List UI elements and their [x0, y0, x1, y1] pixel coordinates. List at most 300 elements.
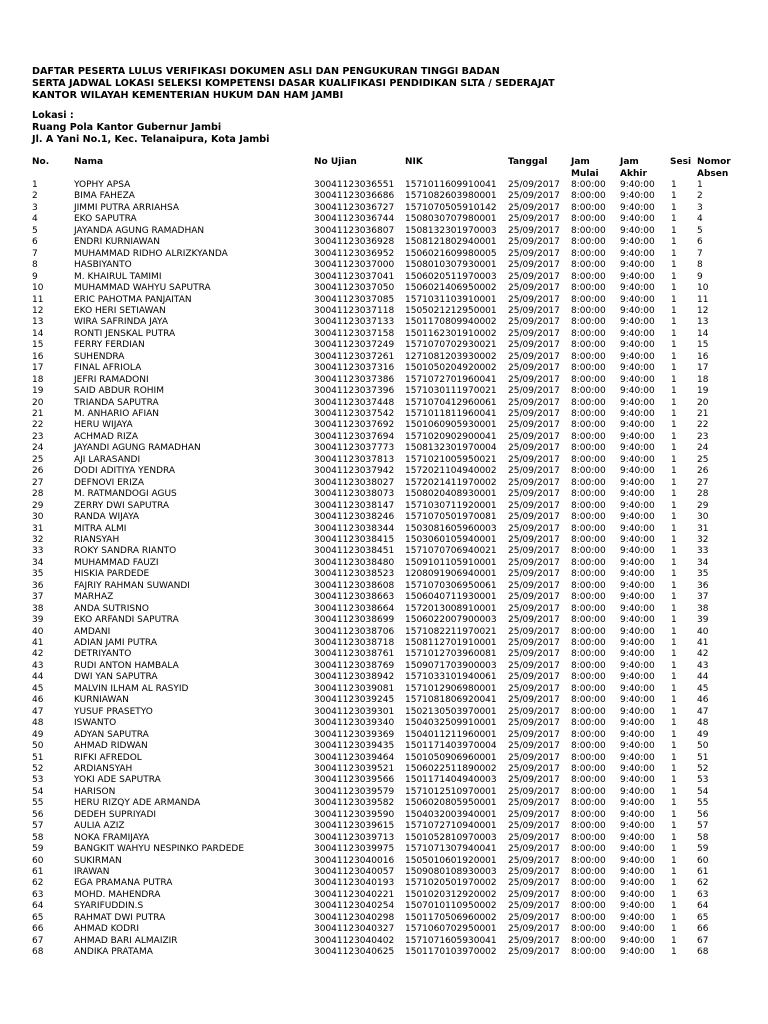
cell-sesi: 1	[671, 283, 677, 294]
cell-tanggal: 25/09/2017	[508, 775, 560, 786]
cell-jam-akhir: 9:40:00	[620, 454, 655, 465]
cell-nama: DEFNOVI ERIZA	[74, 477, 145, 488]
cell-sesi: 1	[671, 363, 677, 374]
cell-nama: HERU WIJAYA	[74, 420, 133, 431]
cell-jam-mulai: 8:00:00	[571, 317, 606, 328]
table-row	[0, 810, 768, 822]
cell-jam-mulai: 8:00:00	[571, 431, 606, 442]
table-row	[0, 730, 768, 742]
cell-nik: 1501052810970003	[405, 832, 497, 843]
cell-tanggal: 25/09/2017	[508, 626, 560, 637]
cell-sesi: 1	[671, 374, 677, 385]
cell-jam-akhir: 9:40:00	[620, 557, 655, 568]
cell-jam-akhir: 9:40:00	[620, 420, 655, 431]
cell-no-ujian: 30041123038147	[314, 500, 395, 511]
cell-nik: 1571011609910041	[405, 180, 497, 190]
cell-jam-akhir: 9:40:00	[620, 191, 655, 202]
cell-jam-akhir: 9:40:00	[620, 889, 655, 900]
cell-no: 29	[32, 500, 44, 511]
cell-tanggal: 25/09/2017	[508, 924, 560, 935]
cell-sesi: 1	[671, 305, 677, 316]
cell-tanggal: 25/09/2017	[508, 695, 560, 706]
table-row	[0, 375, 768, 387]
cell-jam-akhir: 9:40:00	[620, 798, 655, 809]
cell-jam-akhir: 9:40:00	[620, 328, 655, 339]
cell-jam-mulai: 8:00:00	[571, 397, 606, 408]
cell-jam-mulai: 8:00:00	[571, 523, 606, 534]
cell-no-ujian: 30041123039566	[314, 775, 395, 786]
cell-nik: 1506021609980005	[405, 248, 497, 259]
cell-jam-akhir: 9:40:00	[620, 512, 655, 523]
cell-nik: 1508010307930001	[405, 260, 497, 271]
cell-sesi: 1	[671, 775, 677, 786]
cell-nomor-absen: 43	[697, 660, 709, 671]
cell-sesi: 1	[671, 741, 677, 752]
cell-no-ujian: 30041123038664	[314, 603, 395, 614]
cell-tanggal: 25/09/2017	[508, 489, 560, 500]
table-header	[0, 157, 768, 179]
header-no-ujian: No Ujian	[314, 157, 357, 167]
cell-nama: ARDIANSYAH	[74, 763, 133, 774]
cell-nama: MITRA ALMI	[74, 523, 127, 534]
table-row	[0, 466, 768, 478]
cell-tanggal: 25/09/2017	[508, 260, 560, 271]
cell-nik: 1509071703900003	[405, 660, 497, 671]
table-row	[0, 398, 768, 410]
cell-jam-akhir: 9:40:00	[620, 202, 655, 213]
cell-jam-mulai: 8:00:00	[571, 569, 606, 580]
cell-jam-akhir: 9:40:00	[620, 397, 655, 408]
table-row	[0, 317, 768, 329]
cell-nomor-absen: 46	[697, 695, 709, 706]
cell-nama: RIANSYAH	[74, 534, 120, 545]
cell-jam-akhir: 9:40:00	[620, 706, 655, 717]
cell-no: 57	[32, 821, 44, 832]
cell-nama: AHMAD KODRI	[74, 924, 139, 935]
table-row	[0, 524, 768, 536]
cell-nomor-absen: 15	[697, 340, 709, 351]
cell-sesi: 1	[671, 947, 677, 958]
cell-nik: 1506020805950001	[405, 798, 497, 809]
cell-jam-mulai: 8:00:00	[571, 683, 606, 694]
cell-jam-akhir: 9:40:00	[620, 500, 655, 511]
cell-nik: 1571072701960041	[405, 374, 497, 385]
cell-nama: MUHAMMAD FAUZI	[74, 557, 159, 568]
cell-no: 33	[32, 546, 44, 557]
cell-jam-akhir: 9:40:00	[620, 363, 655, 374]
cell-nik: 1572021104940002	[405, 466, 497, 477]
cell-nomor-absen: 38	[697, 603, 709, 614]
cell-no: 32	[32, 534, 44, 545]
table-row	[0, 420, 768, 432]
cell-nomor-absen: 47	[697, 706, 709, 717]
cell-nomor-absen: 24	[697, 443, 709, 454]
cell-nik: 1501020312920002	[405, 889, 497, 900]
cell-jam-akhir: 9:40:00	[620, 615, 655, 626]
cell-nomor-absen: 54	[697, 786, 709, 797]
table-row	[0, 890, 768, 902]
cell-no-ujian: 30041123038246	[314, 512, 395, 523]
cell-sesi: 1	[671, 202, 677, 213]
cell-jam-mulai: 8:00:00	[571, 477, 606, 488]
cell-sesi: 1	[671, 294, 677, 305]
cell-no-ujian: 30041123040625	[314, 947, 395, 958]
cell-tanggal: 25/09/2017	[508, 603, 560, 614]
table-row	[0, 295, 768, 307]
cell-sesi: 1	[671, 569, 677, 580]
cell-nama: ROKY SANDRA RIANTO	[74, 546, 177, 557]
cell-sesi: 1	[671, 763, 677, 774]
cell-nama: EKO HERI SETIAWAN	[74, 305, 166, 316]
cell-no: 4	[32, 214, 38, 225]
cell-no-ujian: 30041123038942	[314, 672, 395, 683]
cell-jam-akhir: 9:40:00	[620, 523, 655, 534]
cell-nomor-absen: 62	[697, 878, 709, 889]
cell-no-ujian: 30041123038027	[314, 477, 395, 488]
header-jam-akhir-line2: Akhir	[620, 168, 647, 179]
cell-sesi: 1	[671, 340, 677, 351]
table-row	[0, 306, 768, 318]
cell-nik: 1571072710940001	[405, 821, 497, 832]
cell-no: 26	[32, 466, 44, 477]
cell-tanggal: 25/09/2017	[508, 878, 560, 889]
cell-nomor-absen: 60	[697, 855, 709, 866]
cell-sesi: 1	[671, 489, 677, 500]
cell-nik: 1571030111970021	[405, 386, 497, 397]
cell-nomor-absen: 4	[697, 214, 703, 225]
cell-jam-mulai: 8:00:00	[571, 191, 606, 202]
cell-jam-akhir: 9:40:00	[620, 775, 655, 786]
cell-jam-mulai: 8:00:00	[571, 363, 606, 374]
cell-nama: HARISON	[74, 786, 116, 797]
cell-nomor-absen: 49	[697, 729, 709, 740]
cell-nomor-absen: 29	[697, 500, 709, 511]
cell-sesi: 1	[671, 832, 677, 843]
cell-jam-akhir: 9:40:00	[620, 660, 655, 671]
table-row	[0, 649, 768, 661]
cell-nama: DEDEH SUPRIYADI	[74, 809, 157, 820]
cell-jam-akhir: 9:40:00	[620, 374, 655, 385]
cell-nik: 1508030707980001	[405, 214, 497, 225]
cell-nik: 1501170809940002	[405, 317, 497, 328]
cell-sesi: 1	[671, 649, 677, 660]
cell-no: 9	[32, 271, 38, 282]
cell-sesi: 1	[671, 729, 677, 740]
cell-nomor-absen: 10	[697, 283, 709, 294]
cell-no-ujian: 30041123040254	[314, 901, 395, 912]
cell-nik: 1505021212950001	[405, 305, 497, 316]
cell-nik: 1571070412960061	[405, 397, 497, 408]
cell-nomor-absen: 39	[697, 615, 709, 626]
cell-no: 63	[32, 889, 44, 900]
cell-tanggal: 25/09/2017	[508, 821, 560, 832]
cell-jam-akhir: 9:40:00	[620, 729, 655, 740]
cell-jam-mulai: 8:00:00	[571, 534, 606, 545]
cell-nama: MARHAZ	[74, 592, 114, 603]
cell-sesi: 1	[671, 855, 677, 866]
cell-sesi: 1	[671, 798, 677, 809]
cell-nama: NOKA FRAMIJAYA	[74, 832, 150, 843]
cell-jam-akhir: 9:40:00	[620, 294, 655, 305]
table-row	[0, 695, 768, 707]
cell-tanggal: 25/09/2017	[508, 191, 560, 202]
cell-nik: 1571011811960041	[405, 409, 497, 419]
cell-sesi: 1	[671, 397, 677, 408]
table-row	[0, 340, 768, 352]
cell-jam-mulai: 8:00:00	[571, 752, 606, 763]
cell-nik: 1271081203930002	[405, 351, 497, 362]
cell-nik: 1501162301910002	[405, 328, 497, 339]
cell-nomor-absen: 19	[697, 386, 709, 397]
cell-tanggal: 25/09/2017	[508, 844, 560, 855]
cell-sesi: 1	[671, 638, 677, 648]
cell-sesi: 1	[671, 626, 677, 637]
cell-sesi: 1	[671, 935, 677, 946]
cell-no: 52	[32, 763, 44, 774]
cell-no-ujian: 30041123037773	[314, 443, 395, 454]
cell-nik: 1501050906960001	[405, 752, 497, 763]
cell-no-ujian: 30041123040327	[314, 924, 395, 935]
table-row	[0, 352, 768, 364]
cell-nama: MALVIN ILHAM AL RASYID	[74, 683, 189, 694]
cell-nomor-absen: 44	[697, 672, 709, 683]
cell-tanggal: 25/09/2017	[508, 351, 560, 362]
cell-nomor-absen: 16	[697, 351, 709, 362]
cell-jam-akhir: 9:40:00	[620, 489, 655, 500]
cell-no: 61	[32, 867, 44, 877]
cell-sesi: 1	[671, 889, 677, 900]
cell-sesi: 1	[671, 809, 677, 820]
cell-nama: WIRA SAFRINDA JAYA	[74, 317, 169, 328]
cell-nama: IRAWAN	[74, 867, 110, 877]
cell-jam-mulai: 8:00:00	[571, 294, 606, 305]
cell-nomor-absen: 57	[697, 821, 709, 832]
cell-no-ujian: 30041123038415	[314, 534, 395, 545]
header-jam-mulai	[571, 157, 599, 180]
cell-nik: 1509080108930003	[405, 867, 497, 877]
cell-nama: AULIA AZIZ	[74, 821, 125, 832]
table-row	[0, 203, 768, 215]
cell-jam-mulai: 8:00:00	[571, 305, 606, 316]
table-row	[0, 833, 768, 845]
cell-tanggal: 25/09/2017	[508, 443, 560, 454]
cell-jam-akhir: 9:40:00	[620, 305, 655, 316]
cell-nik: 1509101105910001	[405, 557, 497, 568]
table-row	[0, 901, 768, 913]
cell-nama: MUHAMMAD RIDHO ALRIZKYANDA	[74, 248, 228, 259]
cell-nama: ANDA SUTRISNO	[74, 603, 149, 614]
cell-nik: 1508112701910001	[405, 638, 497, 648]
cell-tanggal: 25/09/2017	[508, 214, 560, 225]
header-nama: Nama	[74, 157, 104, 167]
header-nik: NIK	[405, 157, 423, 167]
cell-nama: FINAL AFRIOLA	[74, 363, 142, 374]
cell-nama: JIMMI PUTRA ARRIAHSA	[74, 202, 180, 213]
cell-jam-mulai: 8:00:00	[571, 924, 606, 935]
cell-no: 65	[32, 912, 44, 923]
cell-jam-mulai: 8:00:00	[571, 214, 606, 225]
cell-nik: 1507010110950002	[405, 901, 497, 912]
cell-nomor-absen: 59	[697, 844, 709, 855]
cell-no: 25	[32, 454, 44, 465]
cell-nama: ACHMAD RIZA	[74, 431, 138, 442]
cell-nik: 1508132301970003	[405, 225, 497, 236]
cell-no-ujian: 30041123037813	[314, 454, 395, 465]
cell-nomor-absen: 61	[697, 867, 709, 877]
table-row	[0, 249, 768, 261]
cell-nomor-absen: 27	[697, 477, 709, 488]
cell-no: 37	[32, 592, 44, 603]
cell-sesi: 1	[671, 580, 677, 591]
cell-nomor-absen: 26	[697, 466, 709, 477]
cell-no-ujian: 30041123040016	[314, 855, 395, 866]
cell-no: 41	[32, 638, 44, 648]
cell-no: 30	[32, 512, 44, 523]
cell-jam-mulai: 8:00:00	[571, 237, 606, 248]
cell-nomor-absen: 3	[697, 202, 703, 213]
cell-jam-akhir: 9:40:00	[620, 569, 655, 580]
header-jam-mulai-line2: Mulai	[571, 168, 599, 179]
cell-no: 49	[32, 729, 44, 740]
cell-tanggal: 25/09/2017	[508, 741, 560, 752]
cell-nama: SUKIRMAN	[74, 855, 122, 866]
cell-no: 44	[32, 672, 44, 683]
cell-jam-mulai: 8:00:00	[571, 512, 606, 523]
cell-jam-akhir: 9:40:00	[620, 534, 655, 545]
cell-tanggal: 25/09/2017	[508, 237, 560, 248]
cell-nik: 1503081605960003	[405, 523, 497, 534]
cell-nomor-absen: 68	[697, 947, 709, 958]
cell-no: 28	[32, 489, 44, 500]
cell-tanggal: 25/09/2017	[508, 569, 560, 580]
cell-no-ujian: 30041123039975	[314, 844, 395, 855]
cell-jam-mulai: 8:00:00	[571, 672, 606, 683]
cell-sesi: 1	[671, 534, 677, 545]
cell-jam-akhir: 9:40:00	[620, 821, 655, 832]
cell-no-ujian: 30041123039435	[314, 741, 395, 752]
cell-no: 16	[32, 351, 44, 362]
cell-tanggal: 25/09/2017	[508, 672, 560, 683]
cell-nik: 1506022007900003	[405, 615, 497, 626]
cell-no: 40	[32, 626, 44, 637]
cell-nomor-absen: 11	[697, 294, 709, 305]
cell-sesi: 1	[671, 672, 677, 683]
cell-jam-akhir: 9:40:00	[620, 718, 655, 729]
cell-jam-mulai: 8:00:00	[571, 340, 606, 351]
cell-nomor-absen: 36	[697, 580, 709, 591]
cell-tanggal: 25/09/2017	[508, 466, 560, 477]
cell-sesi: 1	[671, 328, 677, 339]
cell-no: 31	[32, 523, 44, 534]
cell-nama: HERU RIZQY ADE ARMANDA	[74, 798, 201, 809]
cell-jam-mulai: 8:00:00	[571, 546, 606, 557]
cell-no-ujian: 30041123037158	[314, 328, 395, 339]
cell-nama: JAYANDA AGUNG RAMADHAN	[74, 225, 205, 236]
table-row	[0, 672, 768, 684]
cell-nomor-absen: 64	[697, 901, 709, 912]
cell-no-ujian: 30041123037316	[314, 363, 395, 374]
cell-nomor-absen: 55	[697, 798, 709, 809]
cell-tanggal: 25/09/2017	[508, 947, 560, 958]
cell-nama: HISKIA PARDEDE	[74, 569, 150, 580]
cell-no: 35	[32, 569, 44, 580]
cell-tanggal: 25/09/2017	[508, 683, 560, 694]
cell-tanggal: 25/09/2017	[508, 523, 560, 534]
cell-tanggal: 25/09/2017	[508, 420, 560, 431]
cell-jam-akhir: 9:40:00	[620, 683, 655, 694]
cell-nik: 1571031103910001	[405, 294, 497, 305]
cell-jam-akhir: 9:40:00	[620, 180, 655, 190]
cell-sesi: 1	[671, 512, 677, 523]
cell-no-ujian: 30041123037133	[314, 317, 395, 328]
cell-tanggal: 25/09/2017	[508, 912, 560, 923]
table-row	[0, 684, 768, 696]
cell-jam-mulai: 8:00:00	[571, 615, 606, 626]
table-row	[0, 214, 768, 226]
cell-jam-akhir: 9:40:00	[620, 809, 655, 820]
cell-nomor-absen: 58	[697, 832, 709, 843]
cell-nomor-absen: 31	[697, 523, 709, 534]
header-jam-mulai-line1: Jam	[571, 157, 590, 167]
cell-nama: JAYANDI AGUNG RAMADHAN	[74, 443, 201, 454]
cell-nik: 1208091906940001	[405, 569, 497, 580]
cell-no-ujian: 30041123040402	[314, 935, 395, 946]
cell-no: 14	[32, 328, 44, 339]
cell-jam-akhir: 9:40:00	[620, 214, 655, 225]
table-row	[0, 260, 768, 272]
cell-no-ujian: 30041123038769	[314, 660, 395, 671]
cell-nomor-absen: 42	[697, 649, 709, 660]
cell-jam-akhir: 9:40:00	[620, 867, 655, 877]
cell-jam-mulai: 8:00:00	[571, 466, 606, 477]
cell-jam-mulai: 8:00:00	[571, 947, 606, 958]
cell-jam-akhir: 9:40:00	[620, 477, 655, 488]
cell-sesi: 1	[671, 603, 677, 614]
cell-nik: 1571082211970021	[405, 626, 497, 637]
cell-nik: 1571070306950061	[405, 580, 497, 591]
cell-tanggal: 25/09/2017	[508, 248, 560, 259]
table-row	[0, 592, 768, 604]
cell-jam-akhir: 9:40:00	[620, 351, 655, 362]
cell-no: 19	[32, 386, 44, 397]
cell-jam-akhir: 9:40:00	[620, 752, 655, 763]
cell-jam-mulai: 8:00:00	[571, 855, 606, 866]
cell-tanggal: 25/09/2017	[508, 557, 560, 568]
cell-nik: 1571021005950021	[405, 454, 497, 465]
cell-nomor-absen: 41	[697, 638, 709, 648]
cell-jam-mulai: 8:00:00	[571, 844, 606, 855]
cell-nama: SYARIFUDDIN.S	[74, 901, 144, 912]
cell-jam-mulai: 8:00:00	[571, 878, 606, 889]
cell-nama: AHMAD BARI ALMAIZIR	[74, 935, 178, 946]
cell-nik: 1504032003940001	[405, 809, 497, 820]
table-row	[0, 180, 768, 192]
cell-nik: 1571071307940041	[405, 844, 497, 855]
cell-nama: RONTI JENSKAL PUTRA	[74, 328, 176, 339]
cell-nama: RAHMAT DWI PUTRA	[74, 912, 166, 923]
cell-jam-mulai: 8:00:00	[571, 454, 606, 465]
table-row	[0, 455, 768, 467]
table-row	[0, 432, 768, 444]
table-row	[0, 787, 768, 799]
cell-nik: 1572013008910001	[405, 603, 497, 614]
cell-tanggal: 25/09/2017	[508, 294, 560, 305]
cell-jam-akhir: 9:40:00	[620, 248, 655, 259]
cell-tanggal: 25/09/2017	[508, 832, 560, 843]
cell-sesi: 1	[671, 214, 677, 225]
cell-sesi: 1	[671, 718, 677, 729]
cell-no-ujian: 30041123040193	[314, 878, 395, 889]
